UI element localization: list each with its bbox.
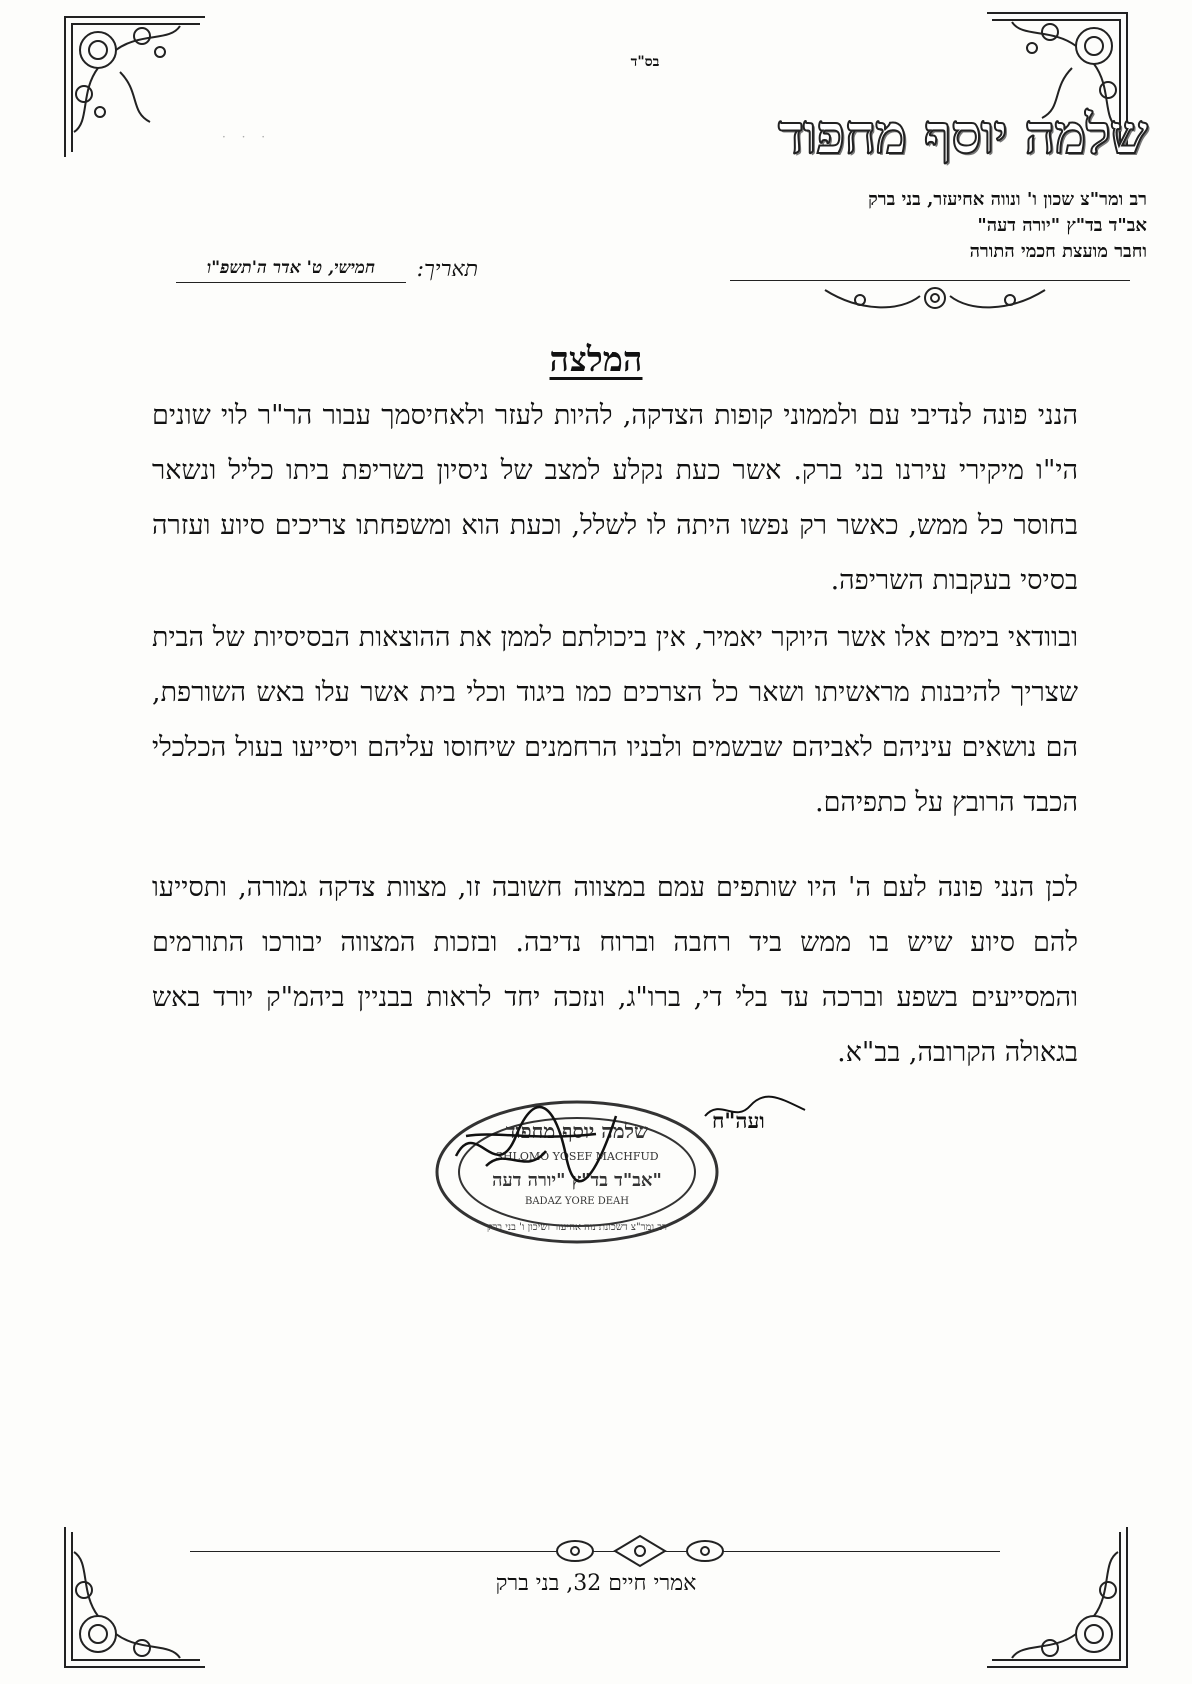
- signature-flourish: [700, 1088, 810, 1128]
- letterhead-name: שלמה יוסף מחפוד: [778, 102, 1147, 166]
- date-row: [148, 256, 478, 290]
- paragraph: לכן הנני פונה לעם ה' היו שותפים עמם במצווה חשובה זו, מצוות צדקה גמורה, ותסייעו להם סיוע שיש בו ממש ביד רחבה וברוח נדיבה. ובזכות המצווה יבורכו התורמים והמסייעים בשפע וברכה עד בלי די, ברו"ג, ונזכה יחד לראות בבניין ביהמ"ק יורד באש בגאולה הקרובה, בב"א.: [152, 872, 1078, 1068]
- signature-prefix: ועה"ח: [712, 1108, 765, 1133]
- date-value: חמישי, ט' אדר ה'תשפ"ו: [176, 258, 406, 283]
- scan-speck: · · ·: [222, 130, 272, 144]
- corner-ornament-top-left: [60, 12, 210, 162]
- stamp-text-mid: אב"ד בד"ץ "יורה דעה": [492, 1170, 662, 1191]
- footer-address: אמרי חיים 32, בני ברק: [495, 1571, 697, 1596]
- title-line: וחבר מועצת חכמי התורה: [969, 241, 1147, 262]
- stamp-text-bottom: BADAZ YORE DEAH: [524, 1196, 630, 1207]
- letterhead-titles: [717, 188, 1147, 266]
- handwritten-signature: [446, 1096, 626, 1194]
- paragraph: ובוודאי בימים אלו אשר היוקר יאמיר, אין ביכולתם לממן את ההוצאות הבסיסיות של הבית שצריך להיבנות מראשיתו ושאר כל הצרכים כמו ביגוד וכלי בית אשר עלו באש השורפת, הם נושאים עיניהם לאביהם שבשמים ולבניו הרחמנים שיחוסו עליהם ויסייעו בעול הכלכלי הכבד הרובץ על כתפיהם.: [152, 622, 1079, 818]
- corner-ornament-bottom-left: [60, 1522, 210, 1672]
- header-divider: [730, 280, 1130, 281]
- stamp-text-latin: SHLOMO YOSEF MACHFUD: [495, 1150, 659, 1163]
- title-line: אב"ד בד"ץ "יורה דעה": [977, 215, 1147, 236]
- footer-flourish-ornament: [545, 1530, 735, 1572]
- bsd-mark: בס"ד: [630, 54, 660, 70]
- corner-ornament-bottom-right: [982, 1522, 1132, 1672]
- heading-text: המלצה: [549, 340, 643, 380]
- header-flourish-ornament: [820, 282, 1050, 318]
- stamp-text-top: שלמה יוסף מחפוד: [505, 1119, 649, 1143]
- title-line: רב ומר"צ שכון ו' ונווה אחיעזר, בני ברק: [868, 189, 1147, 210]
- document-heading: [0, 340, 1192, 380]
- paragraph: הנני פונה לנדיבי עם ולממוני קופות הצדקה, להיות לעזר ולאחיסמך עבור הר"ר לוי שונים הי"ו מיקירי עירנו בני ברק. אשר כעת נקלע למצב של ניסיון בשריפת ביתו כליל ונשאר בחוסר כל ממש, כאשר רק נפשו היתה לו לשלל, וכעת הוא ומשפחתו צריכים סיוע ועזרה בסיסי בעקבות השריפה.: [152, 400, 1078, 596]
- stamp-text-ring: רב ומר"צ דשכונת נוה אחיעזר ושיכון ו' בני ברק: [487, 1222, 667, 1233]
- date-label: תאריך:: [416, 257, 478, 282]
